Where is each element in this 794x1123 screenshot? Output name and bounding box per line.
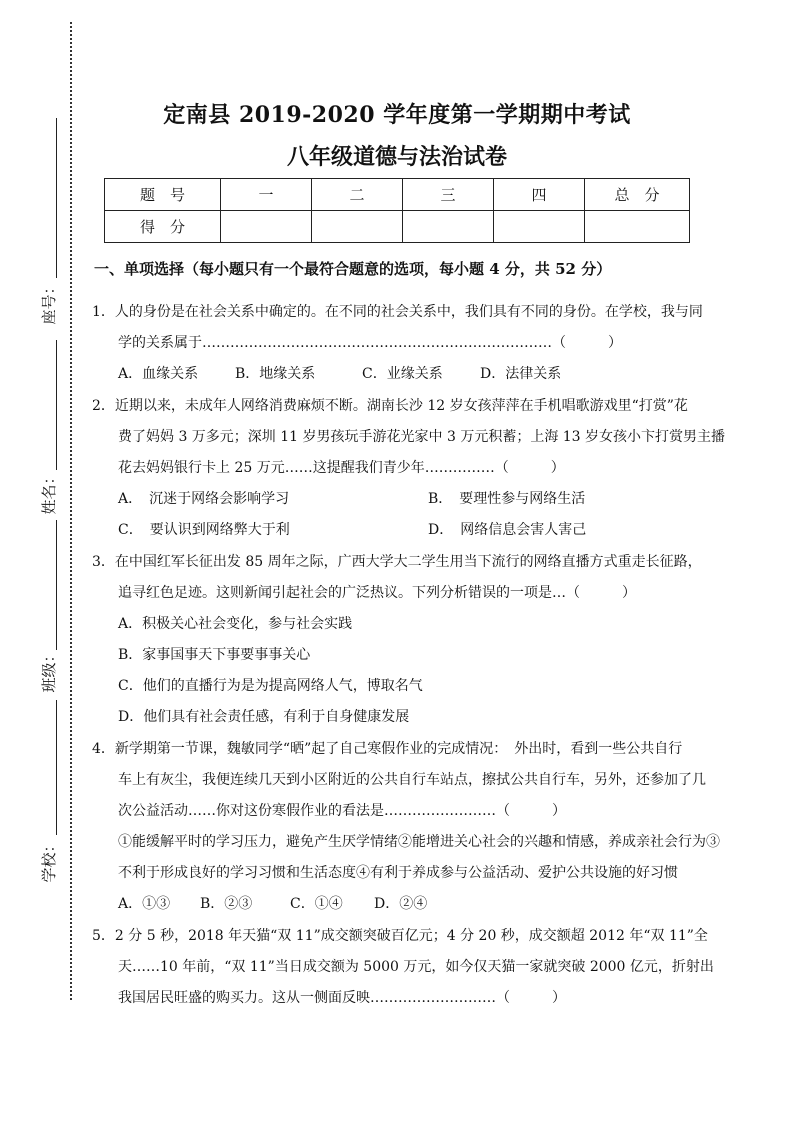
name-field-line[interactable] [56, 340, 57, 470]
question-4-text: 车上有灰尘，我便连续几天到小区附近的公共自行车站点，擦拭公共自行车，另外，还参加了几 [118, 772, 706, 788]
exam-subtitle: 八年级道德与法治试卷 [286, 144, 507, 170]
score-header-cell: 题 号 [105, 179, 221, 211]
option-a: A．①③ [118, 896, 171, 912]
option-b: B．家事国事天下事要事事关心 [118, 647, 311, 663]
score-table-score-row [105, 211, 690, 243]
seat-label: 座号： [39, 279, 58, 325]
school-label: 学校： [39, 837, 58, 883]
option-a: A． 沉迷于网络会影响学习 [118, 491, 290, 507]
score-table [104, 178, 690, 243]
question-2-text: 2．近期以来，未成年人网络消费麻烦不断。湖南长沙 12 岁女孩萍萍在手机唱歌游戏里“打赏”花 [92, 398, 688, 414]
option-a: A．血缘关系 [118, 366, 199, 382]
score-header-cell: 一 [221, 179, 312, 211]
score-header-cell: 二 [312, 179, 403, 211]
class-label: 班级： [39, 647, 58, 693]
question-2-text: 费了妈妈 3 万多元；深圳 11 岁男孩玩手游花光家中 3 万元积蓄；上海 13 岁女孩小卞打赏男主播 [118, 429, 726, 445]
score-header-cell: 三 [403, 179, 494, 211]
name-label: 姓名： [39, 469, 58, 515]
class-field-line[interactable] [56, 520, 57, 650]
score-cell[interactable] [221, 211, 312, 243]
exam-title: 定南县 2019-2020 学年度第一学期期中考试 [163, 102, 631, 128]
score-cell[interactable] [312, 211, 403, 243]
question-4-text: 4．新学期第一节课，魏敏同学“晒”起了自己寒假作业的完成情况： 外出时，看到一些公共自行 [92, 741, 683, 757]
option-a: A．积极关心社会变化，参与社会实践 [118, 616, 353, 632]
option-c: C．业缘关系 [362, 366, 443, 382]
score-header-cell: 总 分 [585, 179, 690, 211]
question-1-text: 1．人的身份是在社会关系中确定的。在不同的社会关系中，我们具有不同的身份。在学校，我与同 [92, 304, 703, 320]
question-3-text: 3．在中国红军长征出发 85 周年之际，广西大学大二学生用当下流行的网络直播方式重走长征路， [92, 554, 702, 570]
score-cell[interactable] [585, 211, 690, 243]
score-cell[interactable] [494, 211, 585, 243]
score-header-cell: 四 [494, 179, 585, 211]
question-3-text: 追寻红色足迹。这则新闻引起社会的广泛热议。下列分析错误的一项是…（ ） [118, 585, 636, 601]
score-table-header-row [105, 179, 690, 211]
question-4-text: 不利于形成良好的学习习惯和生活态度④有利于养成参与公益活动、爱护公共设施的好习惯 [118, 865, 678, 881]
question-5-text: 天……10 年前，“双 11”当日成交额为 5000 万元，如今仅天猫一家就突破 2000 亿元，折射出 [118, 959, 714, 975]
section-heading: 一、单项选择（每小题只有一个最符合题意的选项，每小题 4 分，共 52 分） [94, 260, 612, 278]
option-b: B．②③ [200, 896, 253, 912]
option-c: C． 要认识到网络弊大于利 [118, 522, 290, 538]
question-2-text: 花去妈妈银行卡上 25 万元……这提醒我们青少年……………（ ） [118, 460, 565, 476]
option-d: D．②④ [374, 896, 428, 912]
question-5-text: 我国居民旺盛的购买力。这从一侧面反映………………………（ ） [118, 990, 566, 1006]
option-b: B．地缘关系 [235, 366, 316, 382]
question-1-text: 学的关系属于…………………………………………………………………（ ） [118, 335, 622, 351]
option-c: C．①④ [290, 896, 343, 912]
option-d: D． 网络信息会害人害己 [428, 522, 587, 538]
score-row-label: 得 分 [105, 211, 221, 243]
question-5-text: 5．2 分 5 秒，2018 年天猫“双 11”成交额突破百亿元；4 分 20 秒，成交额超 2012 年“双 11”全 [92, 928, 708, 944]
option-d: D．他们具有社会责任感，有利于自身健康发展 [118, 709, 410, 725]
score-cell[interactable] [403, 211, 494, 243]
question-4-text: ①能缓解平时的学习压力，避免产生厌学情绪②能增进关心社会的兴趣和情感，养成亲社会行为③ [118, 834, 720, 850]
option-b: B． 要理性参与网络生活 [428, 491, 586, 507]
question-4-text: 次公益活动……你对这份寒假作业的看法是……………………（ ） [118, 803, 566, 819]
option-c: C．他们的直播行为是为提高网络人气，博取名气 [118, 678, 423, 694]
school-field-line[interactable] [56, 700, 57, 835]
option-d: D．法律关系 [480, 366, 562, 382]
